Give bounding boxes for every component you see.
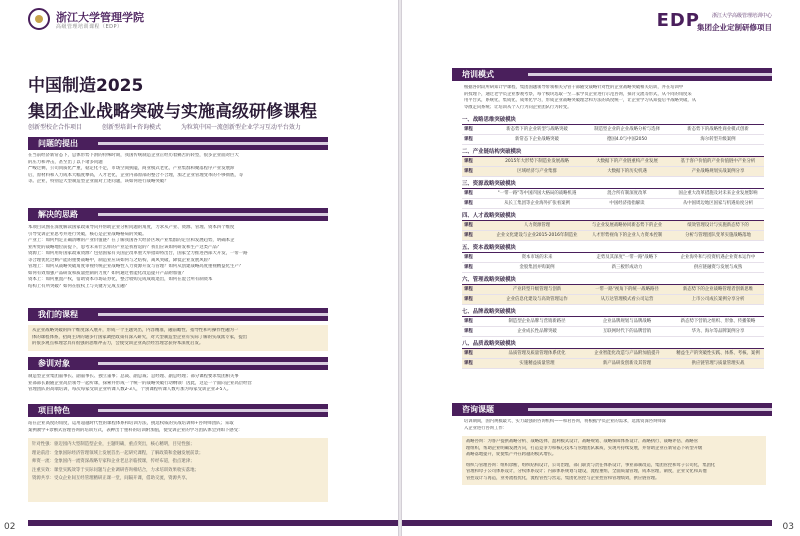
text-line: 的压力和冲击，甚至出了以下诸多问题 xyxy=(28,159,103,165)
module-row xyxy=(462,349,764,359)
text-line: 如何有效加强产品研发和质量控制的力度？如何通过智能化改造提升产品附加值？ xyxy=(28,270,187,276)
section-header-training xyxy=(452,68,772,81)
course-cell: 人才形势视角下的企业人力资本控制 xyxy=(591,233,663,238)
feature-highlights xyxy=(28,438,328,502)
course-cell: 制造型企业的企业战略分析与选择 xyxy=(594,127,660,132)
course-cell: 从中国周边地区国家与机遇角度分析 xyxy=(682,201,754,206)
highlight-line: 资源共享：受众企业间互经管理精研正课一堂，间隔开课，借助交流，资源共享。 xyxy=(32,476,191,481)
section-header-course xyxy=(28,308,328,321)
course-cell: 企业智能化改造与产品附加值提升 xyxy=(594,351,660,356)
course-cell: 新产品研发创新及其管理 xyxy=(602,361,652,366)
section-title: 解决的思路 xyxy=(28,208,84,221)
row-label: 课程 xyxy=(464,329,473,334)
section-header-consult xyxy=(452,403,772,416)
problem-text xyxy=(28,153,328,186)
approach-text xyxy=(28,225,328,290)
course-cell: 金股集团并购案例 xyxy=(519,265,555,270)
main-title-line2: 集团企业战略突破与实施高级研修课程 xyxy=(28,102,317,122)
course-cell: 从万达管理模式看公司运营 xyxy=(600,297,654,302)
course-cell: 基于客户价值的产业价值链中产业分析 xyxy=(680,159,756,164)
consult-text xyxy=(464,419,764,432)
text-line: 等合理优化过剩产能的重要战略中，制造业应该如何与之结构，离风突破，降低企业发展风险？ xyxy=(28,257,213,263)
course-cell: 精益生产的突破性实践、体系、考核、案例 xyxy=(676,351,760,356)
school-subtitle: 高级管理培训课程（EDP） xyxy=(56,24,123,30)
text-line: 严峻过剩，公司同质化严重，稳定化不足，市场空间狭隘，商业模式老化，产业集群和聚落程序产业发展滞 xyxy=(28,166,235,171)
course-cell: 上市公司成长案例分享分析 xyxy=(691,297,745,302)
module-title: 一、战略思维突破模块 xyxy=(462,116,764,125)
module-row xyxy=(462,135,764,145)
section-title: 问题的提出 xyxy=(28,137,84,150)
section-header-approach xyxy=(28,208,328,221)
course-cell: 互联网时代下的品牌营销 xyxy=(602,329,652,334)
course-cell: 国企重大改革措施及对未来企业发展影响 xyxy=(678,191,758,196)
text-line: 管理和母子公司体系设计，分权体系设计；内部体系规划与建设，流程重组，全面质量管理，成本管理，制度，企业文化和其他 xyxy=(466,469,707,474)
text-line: 组织与管理咨询：组织诊断，组织结构设计，公司治理，部门职责与责任体系设计，事业部制改造，集团管控和母子公司化，集团化 xyxy=(466,462,716,468)
main-title-line1: 中国制造2025 xyxy=(28,76,144,96)
text-line: 战略落地提升，促使集产外在跨越的模式增长。 xyxy=(466,452,557,457)
row-label: 课程 xyxy=(464,351,473,356)
page-number: 02 xyxy=(4,522,16,532)
row-label: 课程 xyxy=(464,137,473,142)
text-line: 等。企业，特别是大型制造型企业面对上述问题，该如何进行战略突破？ xyxy=(28,179,169,184)
row-label: 课程 xyxy=(464,265,473,270)
module-title: 二、产业链结构突破模块 xyxy=(462,148,764,157)
course-cell: 德国4.0与中国2050 xyxy=(606,137,648,142)
text-line: 入企业进行咨询工作： xyxy=(464,425,507,431)
row-label: 课程 xyxy=(464,191,473,196)
course-cell: 企业品牌规划与品牌战略 xyxy=(602,319,652,324)
module-row xyxy=(462,167,764,177)
school-name: 浙江大学管理学院 xyxy=(56,11,144,24)
row-label: 课程 xyxy=(464,361,473,366)
text-line: 制造型企业集团董事长、副董事长、独立董事；总裁、副总裁；总经理、副总经理；部分课程要求集团相关事 xyxy=(28,374,239,379)
left-page xyxy=(0,0,398,536)
text-line: 管理团队的高端培训，每次每家受训企业听课人数2-3人，个别课程听课人数可加为每家受训企业3-5人。 xyxy=(28,387,232,392)
section-header-feature xyxy=(28,404,328,417)
training-text xyxy=(464,85,764,111)
text-line: 用平台式，系统化，集成化，成果化学习，形成企业战略突破理念和方法的高度统一，让企业学习从知提后平战略突破，从 xyxy=(464,98,697,103)
module-title: 七、品牌战略突破模块 xyxy=(462,308,764,317)
highlight-line: 师资一流：金象国内一流资深战略专家和企业老总亲临授课，传经布道，指点迷津； xyxy=(32,459,195,464)
section-title: 咨询课题 xyxy=(462,405,494,414)
highlight-line: 注重实效：课堂实践效等于实际问题与企业调研咨询相结合，力求培训效果收实落地； xyxy=(32,467,199,473)
course-cell: 与企业发展战略协同新态势下的企业 xyxy=(591,223,663,228)
text-line: 管理上：如何从战略突破角度审视传统企业战略性人力资源开发与管理？如何从创建战略高度重视精益化生产？ xyxy=(28,264,244,269)
section-title: 项目特色 xyxy=(28,404,76,417)
text-line: 体的课程体系，招商主讲的通多行国家调控政策有深入研究，对大型制造型企业有实际了解的实战派专家，提出 xyxy=(32,334,248,340)
module-row xyxy=(462,221,764,231)
text-line: 管控设计与再造，业务流程优化，流程管控与营运，集团化管控与企业控管和管理绩效，供应链管理。 xyxy=(466,475,660,481)
text-line: 培训期间，国内规模最大、实力最强的咨询机构——和君咨询，将根据学员企业的需求，选派资深咨询师深 xyxy=(464,419,666,424)
section-title: 培训模式 xyxy=(462,70,494,79)
consult-detail xyxy=(462,436,766,485)
course-cell: 新三板形成动力 xyxy=(611,265,643,270)
text-line: 根据各阶段所研知计学课程，集团国题领导带领相关分管干部随受战略针对性的企业战略突破相关培训，并在培训中 xyxy=(464,85,684,90)
course-cell: 产业转型升级管理与创新 xyxy=(512,287,562,292)
text-line: 站在企业高度的角度，运用超越时代性的课程体系和培训方法，挑选权威的实战培训师+咨询师团队；采取 xyxy=(28,421,234,426)
row-label: 课程 xyxy=(464,233,473,238)
row-label: 课程 xyxy=(464,287,473,292)
text-line: 战略咨询：为客户提供战略分析、战略选择、盈利模式设计、战略规划、战略保障体系设计、战略执行、战略评估、战略管 xyxy=(466,439,699,444)
course-cell: 制造型企业品牌与营销新路径 xyxy=(508,319,566,324)
text-line: 资源上：如何用好国家政策资源？包括国家有关国企改革重大举措即将出台，国家全力推进西部大开发，一带一路 xyxy=(28,251,248,256)
course-cell: 绩效管理设计与实施新态势下的 xyxy=(687,223,749,228)
right-page xyxy=(402,0,800,536)
course-cell: 品质管理及质量管理体系优化 xyxy=(508,351,566,356)
text-line: 结构上有所突破？如何在股权上与关键方完成互融？ xyxy=(28,283,129,289)
course-cell: 实施精益质量管理 xyxy=(519,361,555,366)
module-row xyxy=(462,189,764,199)
module-title: 八、品质战略突破模块 xyxy=(462,340,764,349)
course-cell: 华为、海尔等品牌案例分享 xyxy=(691,329,745,334)
course-cell: 分析与管理团队变革实施战略落地 xyxy=(685,233,751,238)
highlight-line: 针对性强：驱迈园内大型制造型企业，主题明确，重点突出，核心精明，目见性强； xyxy=(32,442,195,447)
course-cell: 2015年大形势下制造业发展战略 xyxy=(505,159,569,164)
row-label: 课程 xyxy=(464,255,473,260)
section-header-problem xyxy=(28,137,328,150)
feature-text xyxy=(28,421,328,434)
text-line: 引导受训企业思考并进行突破，核心是企业战略格局的突破。 xyxy=(28,231,147,237)
section-header-audience xyxy=(28,357,328,370)
course-cell: 走势及其深度"一带一路"战略下 xyxy=(596,255,658,260)
text-line: 后，原材料和人力成本大幅度攀高，人才老化，企业内部原部的整合不合理，加之企业管理变革的不够彻底，等 xyxy=(28,172,244,178)
course-cell: 企业信息化建设与高效管理运作 xyxy=(506,297,568,302)
course-cell: 新态势下的企业转型与战略突破 xyxy=(506,127,568,132)
course-cell: 供应链融资与发展与成熟 xyxy=(693,265,743,270)
module-title: 四、人才战略突破模块 xyxy=(462,212,764,221)
course-cell: 企业成长性品牌突破 xyxy=(517,329,557,334)
course-cell: 中国经济指指解读 xyxy=(609,201,645,206)
text-line: 理组织，帮助企业明确发展方向，打造竞争力和核心技术与管理团队素质，实现可持续发展，并帮助企业在新常态下转型升级 xyxy=(466,445,703,451)
row-label: 课程 xyxy=(464,319,473,324)
course-cell: 新态势下营销之组织、形象、传播策略 xyxy=(680,319,756,324)
university-logo-icon xyxy=(28,8,50,30)
row-label: 课程 xyxy=(464,169,473,174)
module-row xyxy=(462,317,764,327)
tagline-item: 创新型培训+咨询模式 xyxy=(101,124,161,131)
text-line: 零散走向系统；让培训从个人行为向企业团队行为转变。 xyxy=(464,104,572,110)
course-cell: 海尔转型升级案例 xyxy=(700,137,736,142)
module-row xyxy=(462,263,764,273)
text-line: 的授理下，通过老学员企业参观考察，每个模块选取一至二家学员企业进行示范咨询，探讨交流等形式，从不同的角度采 xyxy=(464,91,692,97)
audience-text xyxy=(28,374,328,394)
text-line: 在当前经济新常态下，总体形势下滑的特殊时期，我国传统制造企业正经历着痛苦的转型，很多企业面对巨大 xyxy=(28,153,239,158)
module-title: 三、资源战略突破模块 xyxy=(462,180,764,189)
module-row xyxy=(462,125,764,135)
tagline xyxy=(28,122,319,131)
course-cell: 从长工集团等企业海外扩张看案例 xyxy=(504,201,570,206)
course-cell: 企业海外和与投资机遇企业资本运作中 xyxy=(680,255,756,260)
course-cell: 大数据下的产业链重构产业发展 xyxy=(596,159,658,164)
center-name: 浙江大学高级管理培训中心 xyxy=(711,13,772,19)
course-cell: 新态势下的战略性商业模式创新 xyxy=(687,127,749,132)
module-row xyxy=(462,199,764,209)
page-number: 03 xyxy=(782,522,794,532)
text-line: 本项目试图在深度解读国家政策导向并帮助企业分析问题的角度，力求从产业、资源、管理、资本四个维度 xyxy=(28,225,235,230)
course-cell: 新常态下企业战略突破 xyxy=(515,137,559,142)
module-row xyxy=(462,327,764,337)
text-line: 从企业战略突破的四个维度深入展开，形成一个主题突出，内容精准，融前瞻性、指导性和可操作性融为一 xyxy=(32,328,239,333)
course-cell: 区域经济与产业集群 xyxy=(517,169,557,174)
footer-bar xyxy=(28,520,398,526)
module-row xyxy=(462,157,764,167)
text-line: 业所处的战略地位前提下，思考未来什么样的产业是我看返的？我们应该如何研发和生产这类产品？ xyxy=(28,244,222,250)
module-row xyxy=(462,285,764,295)
module-row xyxy=(462,295,764,305)
course-cell: 产业战略规划实战案例分享 xyxy=(691,169,745,174)
module-row xyxy=(462,359,764,369)
section-title: 参训对象 xyxy=(28,357,76,370)
course-cell: 供应链管理与质量管理实战 xyxy=(691,361,745,366)
course-cell: 一带一路"视角下的统一战略路径 xyxy=(595,287,659,292)
tagline-item: 创新型校企合作项目 xyxy=(28,124,83,131)
module-title: 六、管理战略突破模块 xyxy=(462,276,764,285)
course-cell: 资本市场的未来 xyxy=(521,255,553,260)
footer-bar xyxy=(402,520,772,526)
highlight-line: 理论前沿：金象国际经济管理领域上发展首出一起研究课程，了解政策和金融发展前景； xyxy=(32,450,204,456)
tagline-item: 为粒筑中国一流创新型企业学习互动平台效力 xyxy=(180,124,301,131)
module-row xyxy=(462,231,764,241)
text-line: 资本上：如何重置产权，借助资本市场证券化，整合收购完成成或退出，如何在混合所有制资本 xyxy=(28,277,213,282)
course-text xyxy=(28,325,328,351)
row-label: 课程 xyxy=(464,127,473,132)
program-name: 集团企业定制研修项目 xyxy=(697,23,772,32)
row-label: 课程 xyxy=(464,223,473,228)
course-cell: "一带一路"等中国四国大格局的战略机遇 xyxy=(497,191,577,196)
course-cell: 新态势下的企业战略管理者创新思维 xyxy=(682,287,754,292)
text-line: 案例教学+诊断式管理咨询的培训方式，表种出于重科的培训附加值，使受训企业的学习团队体会到如下感受： xyxy=(28,427,243,433)
text-line: 的很多观点和理念具有很强的思维冲击力，会使受训企业高层经营理念获得本深度启发。 xyxy=(32,341,204,346)
section-title: 我们的课程 xyxy=(28,308,84,321)
module-title: 五、资本战略突破模块 xyxy=(462,244,764,253)
text-line: 业部部长跟随企业高层领导一起听课，探索并形成一个统一的战略突破行动纲领！因此，这是一个面向企业高层经营 xyxy=(28,380,252,386)
course-cell: 大数据下的历史机遇 xyxy=(607,169,647,174)
course-cell: 企业文化建设与企业2015-2016年制造业 xyxy=(496,233,578,238)
course-cell: 混合所有制深度改革 xyxy=(607,191,647,196)
row-label: 课程 xyxy=(464,159,473,164)
course-cell: 人力资源管理 xyxy=(523,223,551,228)
row-label: 课程 xyxy=(464,297,473,302)
module-row xyxy=(462,253,764,263)
row-label: 课程 xyxy=(464,201,473,206)
text-line: 产业上：如何判定正确清晰的产业价值链？在了解我国各大经济区域产业集群的定位和发展趋势，明确本企 xyxy=(28,238,235,243)
edp-logo: EDP xyxy=(656,10,700,31)
